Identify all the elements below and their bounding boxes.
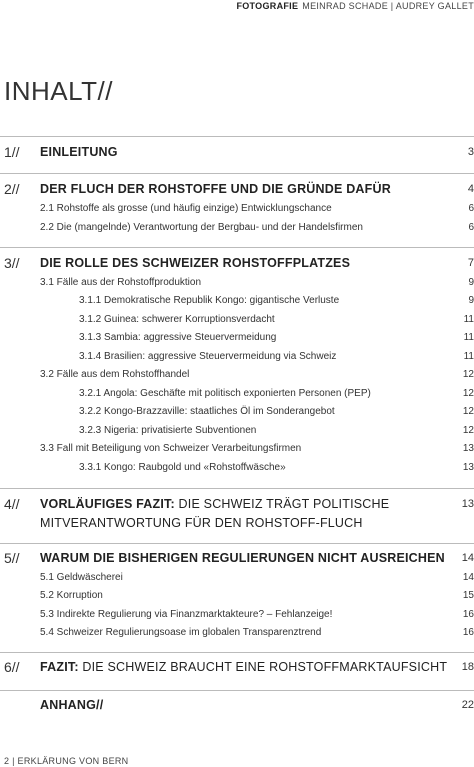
- toc-entry[interactable]: 3.3.1 Kongo: Raubgold und «Rohstoffwäsche»: [79, 462, 286, 473]
- chapter-number: 3//: [4, 255, 20, 271]
- divider: [0, 690, 474, 691]
- entry-page: 13: [462, 462, 474, 473]
- chapter-title[interactable]: DIE ROLLE DES SCHWEIZER ROHSTOFFPLATZES: [40, 256, 351, 270]
- divider: [0, 247, 474, 248]
- chapter-number: 4//: [4, 496, 20, 512]
- appendix-title[interactable]: ANHANG//: [40, 698, 104, 712]
- header-label: FOTOGRAFIE: [236, 1, 299, 11]
- chapter-title-bold: FAZIT:: [40, 660, 79, 674]
- chapter-page: 4: [467, 183, 474, 195]
- chapter-number: 2//: [4, 181, 20, 197]
- entry-page: 11: [463, 332, 474, 343]
- toc-entry[interactable]: 5.1 Geldwäscherei: [40, 572, 123, 583]
- chapter-page: 22: [461, 699, 474, 711]
- toc-entry[interactable]: 3.2 Fälle aus dem Rohstoffhandel: [40, 369, 190, 380]
- chapter-number: 6//: [4, 659, 20, 675]
- divider: [0, 543, 474, 544]
- entry-page: 16: [462, 627, 474, 638]
- entry-page: 12: [462, 369, 474, 380]
- chapter-title-light: MITVERANTWORTUNG FÜR DEN ROHSTOFF-FLUCH: [40, 516, 363, 530]
- chapter-title[interactable]: [40, 497, 389, 511]
- chapter-page: 3: [467, 146, 474, 158]
- toc-entry[interactable]: 3.1 Fälle aus der Rohstoffproduktion: [40, 277, 202, 288]
- entry-page: 9: [468, 295, 474, 306]
- page-title: INHALT//: [4, 76, 113, 106]
- entry-page: 14: [462, 572, 474, 583]
- toc-entry[interactable]: 5.4 Schweizer Regulierungsoase im globalen Transparenztrend: [40, 627, 322, 638]
- chapter-title[interactable]: EINLEITUNG: [40, 145, 118, 159]
- chapter-page: 14: [461, 552, 474, 564]
- chapter-title-continued: [40, 516, 363, 530]
- running-header: [236, 1, 474, 11]
- entry-page: 12: [462, 406, 474, 417]
- page-footer: 2 | ERKLÄRUNG VON BERN: [4, 756, 129, 766]
- toc-entry[interactable]: 2.2 Die (mangelnde) Verantwortung der Bergbau- und der Handelsfirmen: [40, 222, 363, 233]
- toc-entry[interactable]: 3.2.1 Angola: Geschäfte mit politisch exponierten Personen (PEP): [79, 388, 371, 399]
- toc-entry[interactable]: 3.2.2 Kongo-Brazzaville: staatliches Öl im Sonderangebot: [79, 406, 335, 417]
- entry-page: 16: [462, 609, 474, 620]
- entry-page: 9: [468, 277, 474, 288]
- entry-page: 15: [462, 590, 474, 601]
- chapter-title[interactable]: DER FLUCH DER ROHSTOFFE UND DIE GRÜNDE DAFÜR: [40, 182, 391, 196]
- chapter-title-light: DIE SCHWEIZ TRÄGT POLITISCHE: [178, 497, 390, 511]
- entry-page: 12: [462, 425, 474, 436]
- toc-entry[interactable]: 5.3 Indirekte Regulierung via Finanzmarktakteure? – Fehlanzeige!: [40, 609, 333, 620]
- toc-entry[interactable]: 3.1.1 Demokratische Republik Kongo: gigantische Verluste: [79, 295, 340, 306]
- entry-page: 6: [468, 203, 474, 214]
- entry-page: 6: [468, 222, 474, 233]
- toc-entry[interactable]: 3.2.3 Nigeria: privatisierte Subventionen: [79, 425, 257, 436]
- toc-entry[interactable]: 3.3 Fall mit Beteiligung von Schweizer Verarbeitungsfirmen: [40, 443, 302, 454]
- toc-entry[interactable]: 3.1.3 Sambia: aggressive Steuervermeidung: [79, 332, 277, 343]
- entry-page: 12: [462, 388, 474, 399]
- chapter-page: 7: [467, 257, 474, 269]
- chapter-title[interactable]: WARUM DIE BISHERIGEN REGULIERUNGEN NICHT AUSREICHEN: [40, 551, 445, 565]
- toc-entry[interactable]: 3.1.4 Brasilien: aggressive Steuervermeidung via Schweiz: [79, 351, 337, 362]
- chapter-title-bold: VORLÄUFIGES FAZIT:: [40, 497, 175, 511]
- divider: [0, 488, 474, 489]
- entry-page: 11: [463, 351, 474, 362]
- toc-entry[interactable]: 5.2 Korruption: [40, 590, 103, 601]
- chapter-page: 13: [461, 498, 474, 510]
- chapter-page: 18: [461, 661, 474, 673]
- toc-entry[interactable]: 3.1.2 Guinea: schwerer Korruptionsverdacht: [79, 314, 275, 325]
- header-authors: MEINRAD SCHADE | AUDREY GALLET: [302, 1, 474, 11]
- chapter-title-light: DIE SCHWEIZ BRAUCHT EINE ROHSTOFFMARKTAUFSICHT: [82, 660, 448, 674]
- divider: [0, 136, 474, 137]
- toc-entry[interactable]: 2.1 Rohstoffe als grosse (und häufig einzige) Entwicklungschance: [40, 203, 332, 214]
- chapter-number: 1//: [4, 144, 20, 160]
- entry-page: 13: [462, 443, 474, 454]
- divider: [0, 652, 474, 653]
- chapter-title[interactable]: [40, 660, 447, 674]
- chapter-number: 5//: [4, 550, 20, 566]
- entry-page: 11: [463, 314, 474, 325]
- divider: [0, 173, 474, 174]
